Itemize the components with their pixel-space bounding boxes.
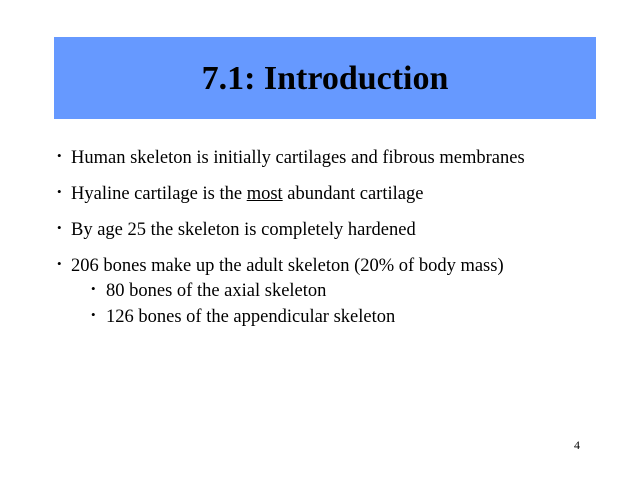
sub-bullet-item-appendicular: [56, 306, 626, 328]
sub-bullet-item-axial: [56, 280, 626, 302]
bullet-text: Hyaline cartilage is the: [71, 184, 247, 204]
bullet-dot-icon: •: [57, 220, 62, 235]
bullet-item-bone-count: [56, 255, 626, 277]
bullet-item-hyaline: [56, 183, 626, 205]
bullet-text: 206 bones make up the adult skeleton (20% of body mass): [71, 256, 504, 276]
bullet-item-age: [56, 219, 626, 241]
bullet-dot-icon: •: [57, 148, 62, 163]
bullet-text: 80 bones of the axial skeleton: [106, 281, 327, 301]
bullet-text: By age 25 the skeleton is completely hardened: [71, 220, 416, 240]
bullet-list: [56, 147, 626, 332]
bullet-dot-icon: •: [91, 307, 96, 322]
bullet-text: Human skeleton is initially cartilages and fibrous membranes: [71, 148, 525, 168]
slide-title: 7.1: Introduction: [201, 60, 449, 97]
bullet-text: 126 bones of the appendicular skeleton: [106, 307, 396, 327]
bullet-text-emphasis: most: [246, 184, 283, 204]
bullet-text: abundant cartilage: [282, 184, 424, 204]
title-bar: [54, 37, 596, 119]
bullet-item-cartilage-origin: [56, 147, 626, 169]
bullet-dot-icon: •: [91, 281, 96, 296]
bullet-dot-icon: •: [57, 184, 62, 199]
page-number: 4: [574, 438, 580, 452]
bullet-dot-icon: •: [57, 256, 62, 271]
